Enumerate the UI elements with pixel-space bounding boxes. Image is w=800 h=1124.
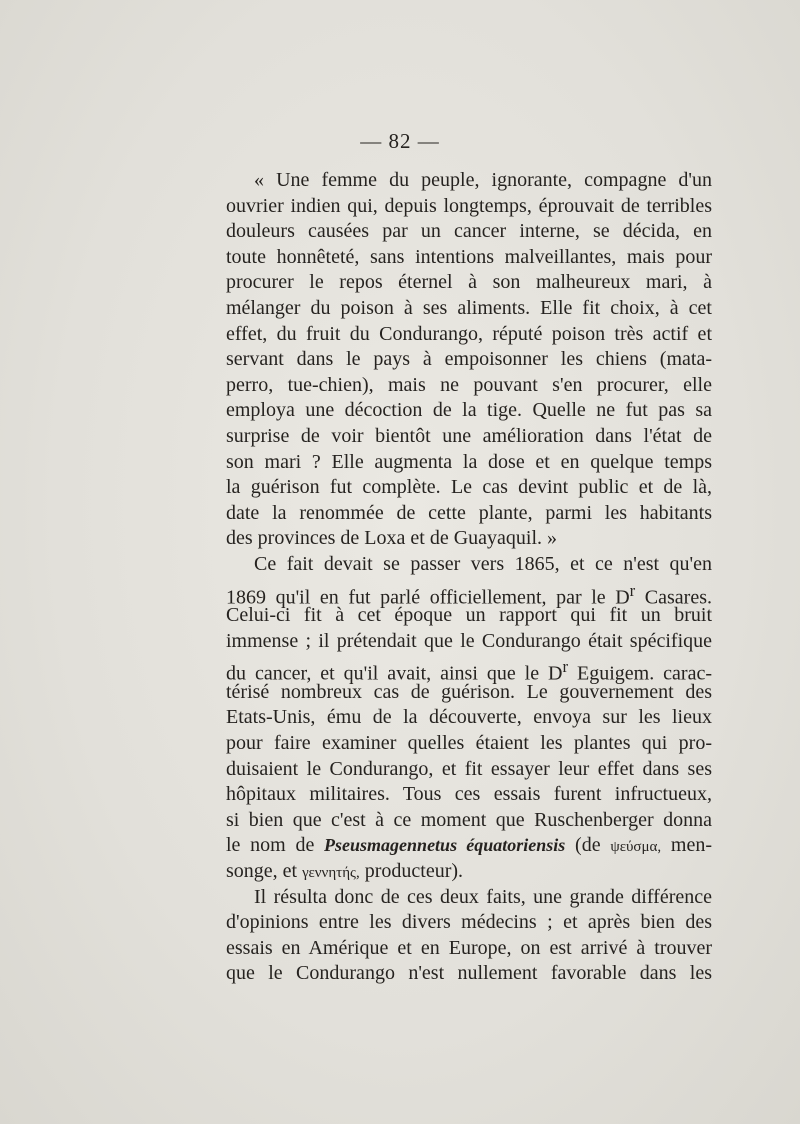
- text-line: d'opinions entre les divers médecins ; et après bien des: [226, 911, 712, 934]
- text-line: hôpitaux militaires. Tous ces essais furent infructueux,: [226, 783, 712, 806]
- text-segment: producteur).: [359, 860, 464, 883]
- text-segment: (de: [565, 834, 611, 857]
- text-line: Ce fait devait se passer vers 1865, et ce n'est qu'en: [254, 552, 712, 575]
- text-line: [226, 833, 712, 859]
- text-line: douleurs causées par un cancer interne, se décida, en: [226, 220, 712, 243]
- text-line: [226, 654, 712, 685]
- text-line: des provinces de Loxa et de Guayaquil. »: [226, 527, 558, 550]
- text-line: effet, du fruit du Condurango, réputé poison très actif et: [226, 322, 712, 345]
- text-line: que le Condurango n'est nullement favorable dans les: [226, 962, 712, 985]
- text-segment: du cancer, et qu'il avait, ainsi que le D: [226, 662, 563, 685]
- text-line: pour faire examiner quelles étaient les plantes qui pro-: [226, 732, 712, 755]
- text-line: Il résulta donc de ces deux faits, une grande différence: [254, 885, 712, 908]
- text-line: mélanger du poison à ses aliments. Elle fit choix, à cet: [226, 296, 712, 319]
- text-segment: Casares.: [635, 586, 712, 609]
- text-line: servant dans le pays à empoisonner les chiens (mata-: [226, 348, 712, 371]
- text-line: ouvrier indien qui, depuis longtemps, éprouvait de terribles: [226, 194, 712, 217]
- text-segment: 1869 qu'il en fut parlé officiellement, par le D: [226, 586, 630, 609]
- text-line: [226, 859, 712, 885]
- text-line: duisaient le Condurango, et fit essayer leur effet dans ses: [226, 757, 712, 780]
- text-segment: men-: [661, 834, 712, 857]
- text-line: la guérison fut complète. Le cas devint public et de là,: [226, 476, 712, 499]
- text-line: toute honnêteté, sans intentions malveillantes, mais pour: [226, 245, 712, 268]
- body-text: [226, 168, 712, 987]
- text-line: « Une femme du peuple, ignorante, compagne d'un: [254, 169, 712, 191]
- text-line: si bien que c'est à ce moment que Ruschenberger donna: [226, 808, 712, 831]
- text-line: procurer le repos éternel à son malheureux mari, à: [226, 271, 712, 294]
- greek-word: γεννητής,: [302, 865, 360, 882]
- text-line: date la renommée de cette plante, parmi les habitants: [226, 501, 712, 524]
- page-number: — 82 —: [360, 129, 440, 153]
- text-line: Etats-Unis, ému de la découverte, envoya sur les lieux: [226, 706, 712, 729]
- text-line: Celui-ci fit à cet époque un rapport qui fit un bruit: [226, 604, 712, 627]
- superscript: r: [629, 580, 636, 600]
- greek-word: ψεύσμα,: [610, 839, 662, 856]
- text-line: employa une décoction de la tige. Quelle ne fut pas sa: [226, 399, 712, 422]
- species-name: Pseusmagennetus équatoriensis: [324, 835, 566, 856]
- text-line: [226, 578, 712, 609]
- superscript: r: [562, 657, 569, 677]
- text-line: essais en Amérique et en Europe, on est arrivé à trouver: [226, 936, 712, 959]
- text-segment: Eguigem. carac-: [568, 662, 712, 685]
- text-line: immense ; il prétendait que le Condurango était spécifique: [226, 629, 712, 652]
- text-line: surprise de voir bientôt une amélioration dans l'état de: [226, 424, 712, 447]
- text-line: perro, tue-chien), mais ne pouvant s'en procurer, elle: [226, 373, 712, 396]
- text-segment: songe, et: [226, 860, 303, 883]
- text-line: son mari ? Elle augmenta la dose et en quelque temps: [226, 450, 712, 473]
- text-line: térisé nombreux cas de guérison. Le gouvernement des: [226, 680, 712, 703]
- text-segment: le nom de: [226, 834, 325, 857]
